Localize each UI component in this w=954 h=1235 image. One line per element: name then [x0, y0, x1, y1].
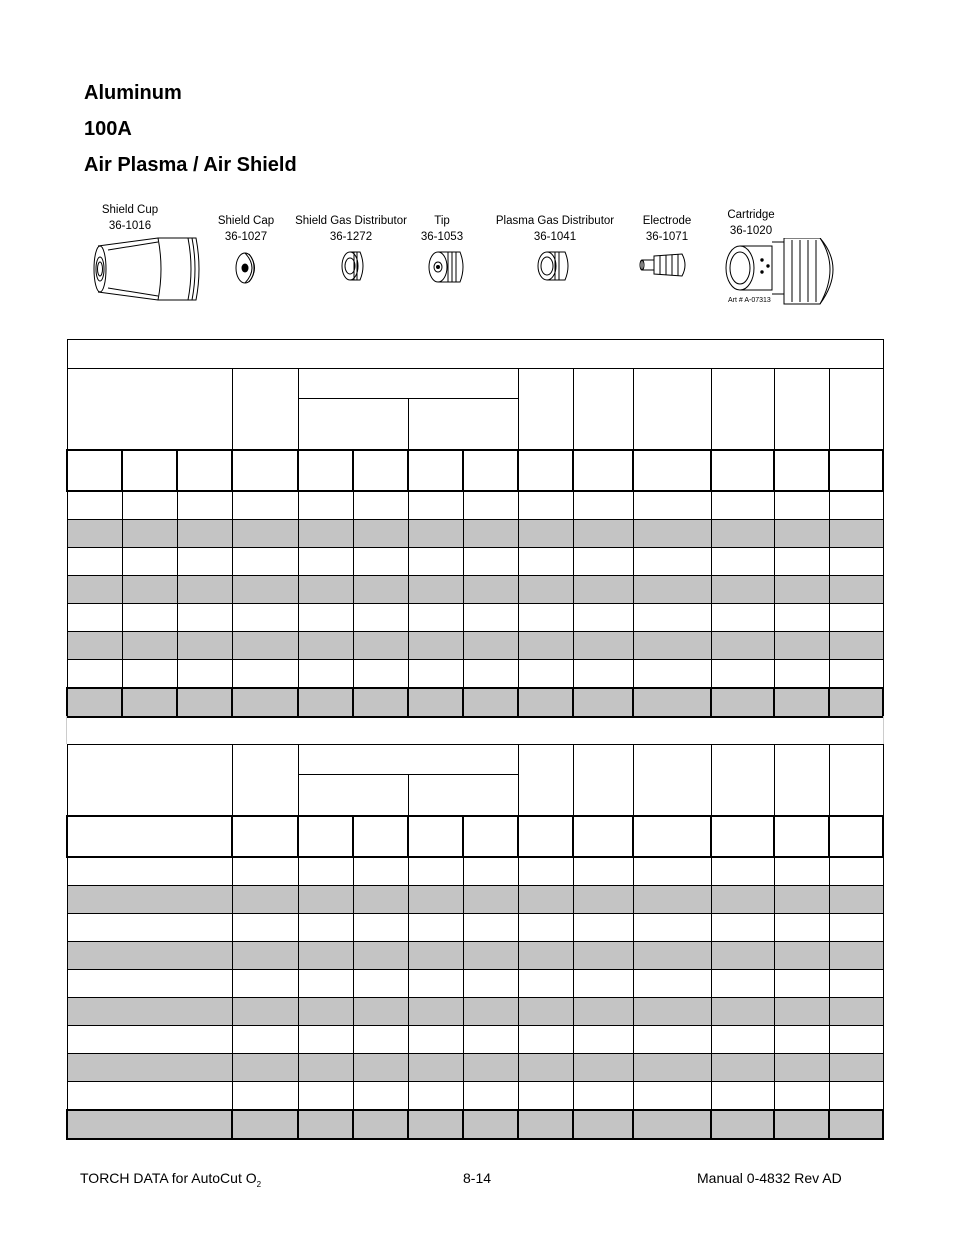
current-heading: 100A — [84, 118, 132, 140]
table-2-header-row — [67, 745, 883, 775]
part-label-shield-cup: Shield Cup 36-1016 — [101, 204, 159, 232]
part-label-shield-gas-distributor: Shield Gas Distributor 36-1272 — [295, 215, 407, 243]
table-row — [67, 1026, 883, 1054]
table-row — [67, 857, 883, 886]
table-row — [67, 998, 883, 1026]
table-separator — [66, 716, 884, 744]
electrode-image — [638, 250, 690, 280]
table-2-units-row — [67, 816, 883, 857]
table-row — [67, 632, 883, 660]
art-number: Art # A-07313 — [728, 297, 771, 304]
table-1-units-row — [67, 450, 883, 491]
footer-left: TORCH DATA for AutoCut $O_2$ — [80, 1170, 262, 1189]
table-row — [67, 520, 883, 548]
table-row — [67, 576, 883, 604]
table-row — [67, 914, 883, 942]
shield-cup-image — [88, 236, 206, 302]
table-row — [67, 604, 883, 632]
table-row — [67, 688, 883, 717]
table-row — [67, 1110, 883, 1139]
table-row — [67, 491, 883, 520]
table-row — [67, 660, 883, 689]
process-heading: Air Plasma / Air Shield — [84, 154, 297, 176]
material-heading: Aluminum — [84, 82, 182, 104]
table-row — [67, 548, 883, 576]
tip-image — [426, 248, 468, 286]
table-1-title-row — [67, 340, 883, 369]
table-row — [67, 1082, 883, 1111]
part-label-electrode: Electrode 36-1071 — [642, 215, 692, 243]
part-label-tip: Tip 36-1053 — [420, 215, 464, 243]
shield-cap-image — [233, 250, 261, 286]
table-row — [67, 942, 883, 970]
cut-chart-table-1 — [66, 339, 884, 718]
table-row — [67, 1054, 883, 1082]
footer-page-number: 8-14 — [463, 1170, 492, 1186]
table-1-header-row — [67, 369, 883, 399]
part-label-plasma-gas-distributor: Plasma Gas Distributor 36-1041 — [495, 215, 615, 243]
cut-chart-table-2 — [66, 744, 884, 1140]
plasma-gas-distributor-image — [535, 248, 575, 284]
part-label-shield-cap: Shield Cap 36-1027 — [217, 215, 275, 243]
table-row — [67, 886, 883, 914]
table-row — [67, 970, 883, 998]
footer-manual-number: Manual 0-4832 Rev AD — [697, 1170, 842, 1186]
shield-gas-distributor-image — [338, 248, 368, 284]
part-label-cartridge: Cartridge 36-1020 — [727, 209, 775, 237]
